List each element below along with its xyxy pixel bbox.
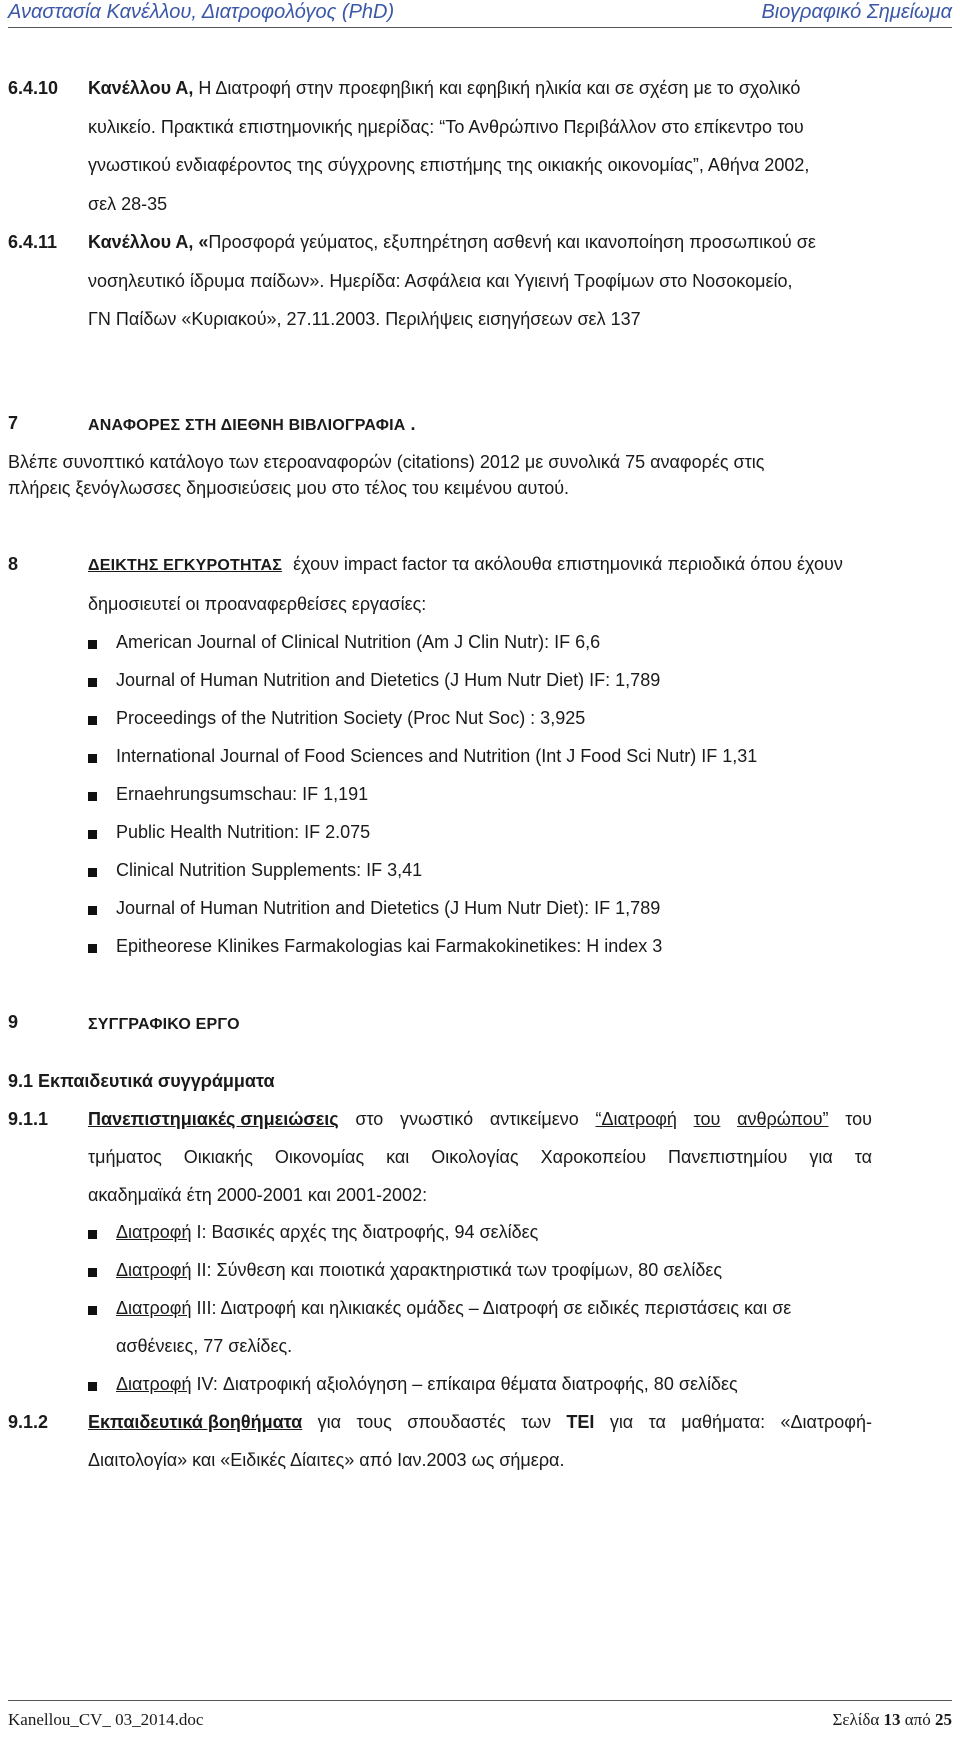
word: Οικολογίας [431,1147,519,1167]
list-item: Clinical Nutrition Supplements: IF 3,41 [116,860,423,880]
total-pages: 25 [935,1710,952,1729]
word: Οικονομίας [274,1147,365,1167]
word: και [386,1147,410,1167]
entry-number: 6.4.10 [8,78,59,98]
justified-line [88,1109,872,1130]
word: για [609,1412,634,1432]
section-heading [88,414,416,435]
list-item-continuation: ασθένειες, 77 σελίδες. [116,1336,293,1356]
square-bullet-icon [88,678,97,687]
square-bullet-icon [88,754,97,763]
square-bullet-icon [88,792,97,801]
word: Χαροκοπείου [540,1147,647,1167]
list-item: Epitheorese Klinikes Farmakologias kai Farmakokinetikes: H index 3 [116,936,663,956]
subsection-title: 9.1 Εκπαιδευτικά συγγράμματα [8,1071,275,1091]
word: σπουδαστές [407,1412,506,1432]
word: του [845,1109,872,1129]
paragraph-text: Διαιτολογία» και «Ειδικές Δίαιτες» από Ιαν.2003 ως σήμερα. [88,1450,565,1470]
section-number: 7 [8,413,19,433]
list-item [116,1260,722,1281]
entry-text: Προσφορά γεύματος, εξυπηρέτηση ασθενή και ικανοποίηση προσωπικού σε [208,232,816,252]
list-item: Journal of Human Nutrition and Dietetics (J Hum Nutr Diet) IF: 1,789 [116,670,661,690]
square-bullet-icon [88,906,97,915]
list-item-prefix: Διατροφή [116,1374,192,1394]
justified-line [88,1412,872,1433]
square-bullet-icon [88,640,97,649]
section-title-tail: . [405,414,416,434]
paragraph-text: δημοσιευτεί οι προαναφερθείσες εργασίες: [88,594,427,614]
footer-filename: Kanellou_CV_ 03_2014.doc [8,1710,204,1729]
word: τα [648,1412,666,1432]
paragraph-text: πλήρεις ξενόγλωσσες δημοσιεύσεις μου στο τέλος του κειμένου αυτού. [8,478,570,498]
list-item-text: ΙV: Διατροφική αξιολόγηση – επίκαιρα θέματα διατροφής, 80 σελίδες [191,1374,738,1394]
page-header [8,0,952,26]
word: τμήματος [88,1147,162,1167]
section-title: ΑΝΑΦΟΡΕΣ ΣΤΗ ΔΙΕΘΝΗ ΒΙΒΛΙΟΓΡΑΦΙΑ [88,417,406,434]
entry-author: Κανέλλου Α, « [88,232,209,252]
word: στο [355,1109,384,1129]
section-number: 8 [8,554,19,574]
list-item-text: ΙΙ: Σύνθεση και ποιοτικά χαρακτηριστικά των τροφίμων, 80 σελίδες [191,1260,723,1280]
word: Οικιακής [183,1147,253,1167]
word: για [809,1147,833,1167]
word: ανθρώπου” [737,1109,829,1129]
word: για [317,1412,342,1432]
subsection-title: Εκπαιδευτικά βοηθήματα [88,1412,303,1432]
square-bullet-icon [88,716,97,725]
entry-text: νοσηλευτικό ίδρυμα παίδων». Ημερίδα: Ασφάλεια και Υγιεινή Τροφίμων στο Νοσοκομείο, [88,271,793,291]
entry-text: Η Διατροφή στην προεφηβική και εφηβική ηλικία και σε σχέση με το σχολικό [198,78,801,98]
list-item: American Journal of Clinical Nutrition (Am J Clin Nutr): IF 6,6 [116,632,601,652]
word: του [693,1109,721,1129]
list-item: Journal of Human Nutrition and Dietetics (J Hum Nutr Diet): IF 1,789 [116,898,661,918]
square-bullet-icon [88,830,97,839]
subsection-number: 9.1.1 [8,1109,49,1129]
square-bullet-icon [88,868,97,877]
paragraph-text: ακαδημαϊκά έτη 2000-2001 και 2001-2002: [88,1185,428,1205]
entry-text: ΓΝ Παίδων «Κυριακού», 27.11.2003. Περιλήψεις εισηγήσεων σελ 137 [88,309,641,329]
word: τα [854,1147,872,1167]
header-doc-title: Βιογραφικό Σημείωμα [761,1,952,23]
entry-text: κυλικείο. Πρακτικά επιστημονικής ημερίδας: “Το Ανθρώπινο Περιβάλλον στο επίκεντρο του [88,117,804,137]
page-number [832,1710,952,1730]
list-item [116,1374,738,1395]
list-item [116,1298,791,1319]
square-bullet-icon [88,944,97,953]
section-heading [88,554,843,575]
entry-text: σελ 28-35 [88,194,168,214]
list-item-prefix: Διατροφή [116,1222,192,1242]
list-item-text: ΙΙΙ: Διατροφή και ηλικιακές ομάδες – Διατροφή σε ειδικές περιστάσεις και σε [191,1298,792,1318]
word: μαθήματα: [681,1412,766,1432]
subsection-title: Πανεπιστημιακές σημειώσεις [88,1109,339,1129]
section-heading [8,413,18,434]
square-bullet-icon [88,1230,97,1239]
word: τους [356,1412,392,1432]
page-of-label: από [900,1710,935,1729]
section-title: ΔΕΙΚΤΗΣ ΕΓΚΥΡΟΤΗΤΑΣ [88,557,283,574]
list-item [116,1222,538,1243]
footer-rule [8,1700,952,1701]
section-title: ΣΥΓΓΡΑΦΙΚΟ ΕΡΓΟ [88,1016,240,1033]
section-number: 9 [8,1012,19,1032]
entry-line [8,232,57,253]
current-page: 13 [883,1710,901,1729]
word: «Διατροφή- [780,1412,872,1432]
word: των [521,1412,552,1432]
entry-line [88,232,816,253]
justified-line [88,1147,872,1168]
list-item-prefix: Διατροφή [116,1260,192,1280]
page-footer [8,1700,952,1730]
list-item: Ernaehrungsumschau: IF 1,191 [116,784,369,804]
list-item-prefix: Διατροφή [116,1298,192,1318]
header-rule [8,27,952,28]
square-bullet-icon [88,1382,97,1391]
entry-author: Κανέλλου Α, [88,78,194,98]
page-label: Σελίδα [832,1710,884,1729]
word: αντικείμενο [489,1109,579,1129]
section-heading [88,1013,240,1034]
square-bullet-icon [88,1306,97,1315]
entry-number: 6.4.11 [8,232,58,252]
subsection-number: 9.1.2 [8,1412,49,1432]
entry-text: γνωστικού ενδιαφέροντος της σύγχρονης επιστήμης της οικιακής οικονομίας”, Αθήνα 2002, [88,155,810,175]
square-bullet-icon [88,1268,97,1277]
entry-line [8,78,58,99]
word: γνωστικό [400,1109,474,1129]
list-item: Proceedings of the Nutrition Society (Proc Nut Soc) : 3,925 [116,708,586,728]
list-item: International Journal of Food Sciences and Nutrition (Int J Food Sci Nutr) IF 1,31 [116,746,758,766]
paragraph-text: έχουν impact factor τα ακόλουθα επιστημονικά περιοδικά όπου έχουν [293,554,843,574]
header-author: Αναστασία Κανέλλου, Διατροφολόγος (PhD) [8,1,395,23]
list-item-text: Ι: Βασικές αρχές της διατροφής, 94 σελίδες [191,1222,539,1242]
entry-line [88,78,800,99]
word: ΤΕΙ [566,1412,595,1432]
section-heading [8,554,18,575]
section-heading [8,1012,18,1033]
paragraph-text: Βλέπε συνοπτικό κατάλογο των ετεροαναφορών (citations) 2012 με συνολικά 75 αναφορές στις [8,452,765,472]
word: “Διατροφή [595,1109,677,1129]
word: Πανεπιστημίου [668,1147,788,1167]
list-item: Public Health Nutrition: IF 2.075 [116,822,371,842]
